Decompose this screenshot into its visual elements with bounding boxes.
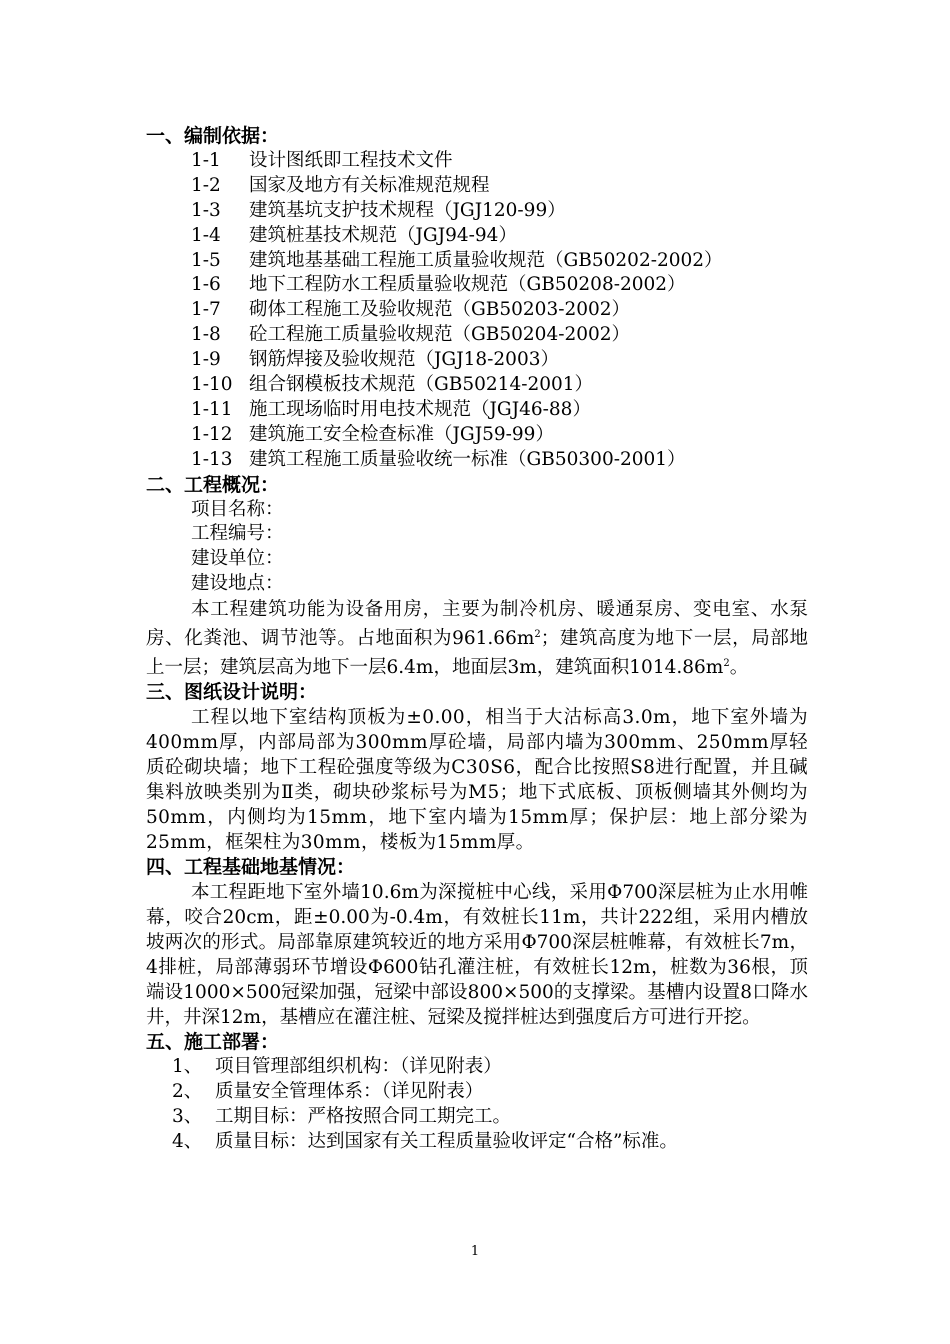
reference-number: 1-7 (191, 299, 221, 321)
reference-number: 1-8 (191, 324, 221, 346)
reference-item (146, 448, 808, 473)
overview-paragraph (146, 597, 808, 680)
deployment-item (146, 1130, 808, 1155)
reference-text: 建筑工程施工质量验收统一标准（GB50300-2001） (249, 448, 686, 470)
reference-number: 1-9 (191, 349, 221, 371)
overview-text-b: ；建筑高度为地下一层，局部地上一层；建筑层高为地下一层6.4m，地面层3m，建筑面积1014.86m (146, 628, 808, 679)
deployment-text: 工期目标：严格按照合同工期完工。 (215, 1106, 512, 1128)
reference-text: 施工现场临时用电技术规范（JGJ46-88） (249, 398, 591, 420)
reference-item (146, 298, 808, 323)
section-heading-deployment: 五、施工部署： (146, 1031, 280, 1054)
reference-text: 建筑基坑支护技术规程（JGJ120-99） (249, 199, 566, 221)
deployment-number: 3、 (172, 1106, 203, 1128)
overview-text-c: 。 (729, 657, 749, 679)
field-construction-site: 建设地点： (191, 573, 284, 595)
reference-text: 建筑桩基技术规范（JGJ94-94） (249, 224, 517, 246)
section-heading-overview: 二、工程概况： (146, 473, 280, 496)
reference-number: 1-3 (191, 199, 221, 221)
reference-item (146, 224, 808, 249)
design-paragraph: 工程以地下室结构顶板为±0.00，相当于大沽标高3.0m，地下室外墙为400mm厚，内部局部为300mm厚砼墙，局部内墙为300mm、250mm厚轻质砼砌块墙；地下工程砼强度等级为C30S6，配合比按照S8进行配置，并且碱集料放映类别为Ⅱ类，砌块砂浆标号为M5；地下式底板、顶板侧墙其外侧均为50mm，内侧均为15mm，地下室内墙为15mm厚；保护层：地上部分梁为25mm，框架柱为30mm，楼板为15mm厚。 (146, 707, 808, 854)
reference-item (146, 149, 808, 174)
reference-item (146, 174, 808, 199)
reference-item (146, 199, 808, 224)
reference-text: 国家及地方有关标准规范规程 (249, 174, 490, 196)
deployment-item (146, 1105, 808, 1130)
reference-text: 地下工程防水工程质量验收规范（GB50208-2002） (249, 274, 686, 296)
reference-item (146, 273, 808, 298)
reference-item (146, 348, 808, 373)
deployment-text: 质量目标：达到国家有关工程质量验收评定“合格”标准。 (215, 1131, 678, 1153)
field-project-name: 项目名称： (191, 498, 284, 520)
reference-number: 1-5 (191, 249, 221, 271)
reference-text: 建筑施工安全检查标准（JGJ59-99） (249, 423, 554, 445)
reference-number: 1-12 (191, 423, 233, 445)
reference-item (146, 249, 808, 274)
deployment-text: 项目管理部组织机构：（详见附表） (215, 1056, 502, 1078)
reference-text: 组合钢模板技术规范（GB50214-2001） (249, 374, 594, 396)
reference-number: 1-13 (191, 448, 233, 470)
deployment-number: 1、 (172, 1056, 203, 1078)
deployment-text: 质量安全管理体系：（详见附表） (215, 1081, 484, 1103)
reference-text: 建筑地基基础工程施工质量验收规范（GB50202-2002） (249, 249, 723, 271)
reference-text: 设计图纸即工程技术文件 (249, 150, 453, 171)
reference-text: 钢筋焊接及验收规范（JGJ18-2003） (249, 349, 559, 371)
reference-number: 1-11 (191, 398, 233, 420)
deployment-item (146, 1080, 808, 1105)
reference-item (146, 373, 808, 398)
reference-number: 1-1 (191, 150, 221, 171)
overview-text-a: 本工程建筑功能为设备用房，主要为制冷机房、暖通泵房、变电室、水泵房、化粪池、调节池等。占地面积为961.66m (146, 599, 808, 650)
reference-item (146, 398, 808, 423)
section-heading-design: 三、图纸设计说明： (146, 681, 318, 704)
reference-number: 1-10 (191, 374, 233, 396)
reference-item (146, 323, 808, 348)
foundation-paragraph: 本工程距地下室外墙10.6m为深搅桩中心线，采用Φ700深层桩为止水用帷幕，咬合20cm，距±0.00为-0.4m，有效桩长11m，共计222组，采用内槽放坡两次的形式。局部靠原建筑较近的地方采用Φ700深层桩帷幕，有效桩长7m，4排桩，局部薄弱环节增设Φ600钻孔灌注桩，有效桩长12m，桩数为36根，顶端设1000×500冠梁加强，冠梁中部设800×500的支撑梁。基槽内设置8口降水井，井深12m，基槽应在灌注桩、冠梁及搅拌桩达到强度后方可进行开挖。 (146, 882, 808, 1029)
reference-text: 砌体工程施工及验收规范（GB50203-2002） (249, 299, 631, 321)
reference-number: 1-4 (191, 224, 221, 246)
field-project-number: 工程编号： (191, 523, 284, 545)
reference-text: 砼工程施工质量验收规范（GB50204-2002） (249, 324, 631, 346)
reference-number: 1-2 (191, 174, 221, 196)
superscript-unit: 2 (723, 658, 730, 670)
field-construction-unit: 建设单位： (191, 548, 284, 570)
deployment-item (146, 1055, 808, 1080)
section-heading-foundation: 四、工程基础地基情况： (146, 856, 356, 879)
page-number: 1 (470, 1244, 480, 1259)
superscript-unit: 2 (534, 629, 541, 641)
reference-item (146, 423, 808, 448)
deployment-number: 4、 (172, 1131, 203, 1153)
reference-number: 1-6 (191, 274, 221, 296)
section-heading-basis: 一、编制依据： (146, 125, 280, 147)
document-body (146, 124, 808, 1155)
reference-list (146, 149, 808, 473)
deployment-number: 2、 (172, 1081, 203, 1103)
